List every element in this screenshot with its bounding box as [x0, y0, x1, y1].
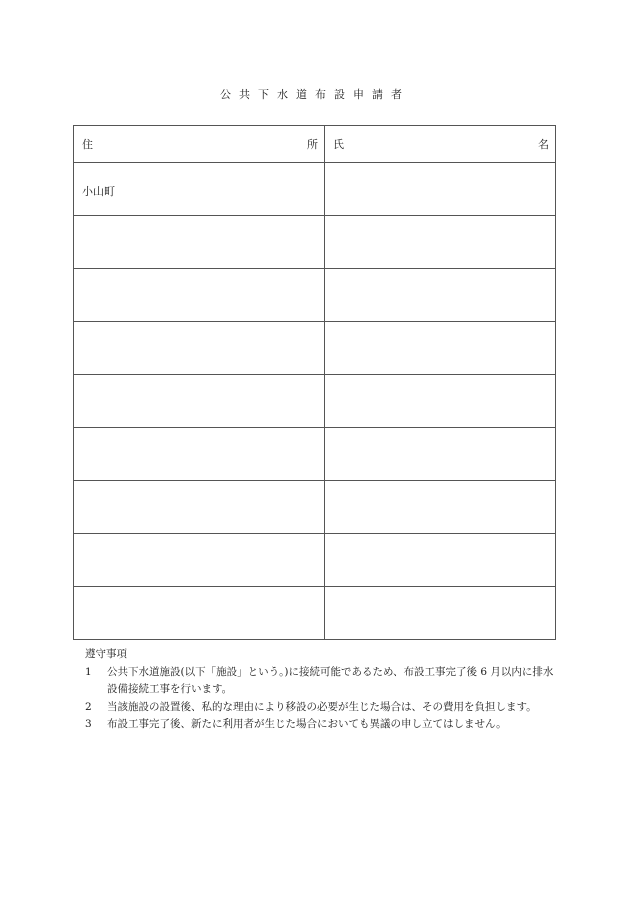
- address-value: [74, 481, 324, 501]
- address-value: [74, 269, 324, 289]
- name-value: [325, 375, 555, 395]
- address-value: [74, 216, 324, 236]
- address-header-cell: [74, 126, 325, 163]
- address-cell: [74, 534, 325, 587]
- name-cell: [325, 587, 556, 640]
- address-value: [74, 375, 324, 395]
- name-cell: [325, 481, 556, 534]
- name-value: [325, 322, 555, 342]
- table-header-row: [74, 126, 556, 163]
- address-cell: [74, 375, 325, 428]
- name-header-left: 氏: [333, 138, 344, 151]
- address-cell: [74, 163, 325, 216]
- address-cell: [74, 269, 325, 322]
- table-row: [74, 428, 556, 481]
- name-value: [325, 428, 555, 448]
- table-row: [74, 216, 556, 269]
- note-text: 当該施設の設置後、私的な理由により移設の必要が生じた場合は、その費用を負担します。: [107, 700, 537, 713]
- table-row: [74, 481, 556, 534]
- name-value: [325, 269, 555, 289]
- note-item: [73, 716, 555, 734]
- name-cell: [325, 269, 556, 322]
- address-cell: [74, 216, 325, 269]
- address-cell: [74, 587, 325, 640]
- notes-title: 遵守事項: [85, 648, 127, 660]
- document-title: 公共下水道布設申請者: [220, 88, 410, 101]
- address-cell: [74, 428, 325, 481]
- name-value: [325, 481, 555, 501]
- note-text: 公共下水道施設(以下「施設」という。)に接続可能であるため、布設工事完了後 6 月以内に排水設備接続工事を行います。: [107, 665, 554, 695]
- address-value: [74, 587, 324, 607]
- note-number: 1: [85, 665, 92, 678]
- address-header-right: 所: [307, 138, 318, 151]
- table-row: [74, 269, 556, 322]
- address-value: [74, 534, 324, 554]
- address-value: 小山町: [82, 185, 115, 198]
- applicant-table: [73, 125, 556, 640]
- note-item: [73, 699, 555, 717]
- address-cell: [74, 322, 325, 375]
- note-text: 布設工事完了後、新たに利用者が生じた場合においても異議の申し立てはしません。: [107, 718, 507, 730]
- table-row: [74, 322, 556, 375]
- address-value: [74, 428, 324, 448]
- note-number: 3: [85, 718, 92, 730]
- name-cell: [325, 534, 556, 587]
- name-cell: [325, 163, 556, 216]
- name-header-right: 名: [538, 138, 549, 151]
- note-number: 2: [85, 700, 92, 713]
- name-cell: [325, 428, 556, 481]
- name-cell: [325, 216, 556, 269]
- name-value: [325, 216, 555, 236]
- name-value: [325, 534, 555, 554]
- address-cell: [74, 481, 325, 534]
- table-row: [74, 587, 556, 640]
- name-value: [325, 587, 555, 607]
- table-row: [74, 163, 556, 216]
- table-row: [74, 375, 556, 428]
- address-value: [74, 322, 324, 342]
- address-header-left: 住: [82, 138, 93, 151]
- compliance-notes: [73, 646, 555, 734]
- name-value: [325, 163, 555, 183]
- table-row: [74, 534, 556, 587]
- name-cell: [325, 375, 556, 428]
- name-cell: [325, 322, 556, 375]
- note-item: [73, 664, 555, 699]
- name-header-cell: [325, 126, 556, 163]
